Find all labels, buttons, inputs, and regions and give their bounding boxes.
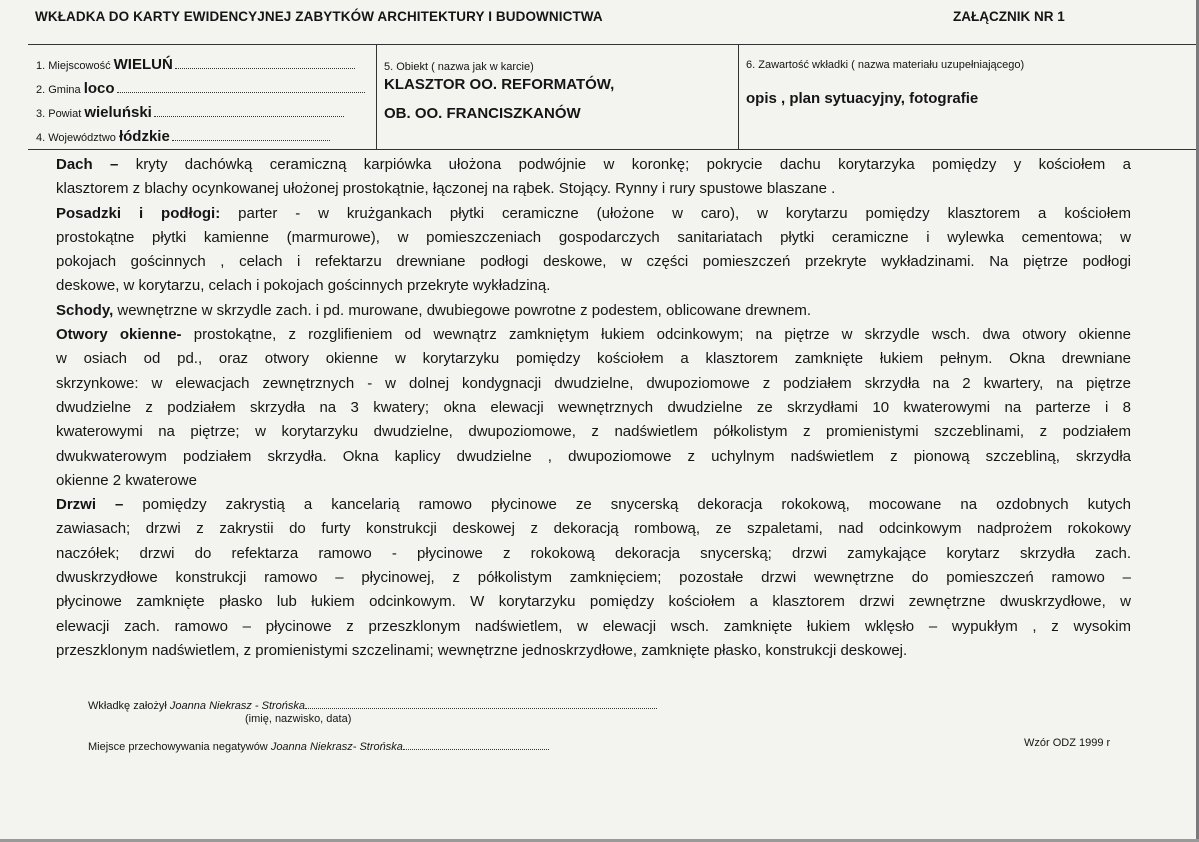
description-text: kryty dachówką ceramiczną karpiówka ułożona podwójnie w koronkę; pokrycie dachu korytarzyka pomiędzy y kościołem a	[118, 156, 1131, 173]
description-line	[56, 299, 1131, 323]
dotted-line	[172, 130, 330, 141]
description-line	[56, 323, 1131, 347]
description-line	[56, 542, 1131, 566]
negatives-location-line	[88, 740, 549, 753]
created-by-name: Joanna Niekrasz - Strońska	[169, 700, 306, 712]
section-heading: Schody,	[56, 301, 114, 319]
town-field	[36, 56, 355, 73]
form-pattern-label: Wzór ODZ 1999 r	[1024, 737, 1111, 749]
description-line	[56, 639, 1131, 663]
description-text: klasztorem z blachy ocynkowanej ułożonej prostokątnie, łączonej na rąbek. Stojący. Rynny i rury spustowe blaszane .	[56, 180, 836, 198]
form-title: WKŁADKA DO KARTY EWIDENCYJNEJ ZABYTKÓW ARCHITEKTURY I BUDOWNICTWA	[35, 9, 603, 24]
object-label: 5. Obiekt ( nazwa jak w karcie)	[384, 61, 534, 73]
description-line	[56, 469, 1131, 493]
description-line	[56, 202, 1131, 226]
created-by-hint: (imię, nazwisko, data)	[245, 713, 352, 725]
column-divider	[376, 45, 377, 149]
voivodeship-value: łódzkie	[118, 128, 170, 145]
description-text: prostokątne, z rozglifieniem od wewnątrz zamkniętym łukiem odcinkowym; na piętrze w skrzydle wsch. dwa otwory okienne	[181, 326, 1131, 344]
description-text: dwuskrzydłowe konstrukcji ramowo – płycinowej, z półkolistym zamknięciem; pozostałe drzwi wewnętrzne do pomieszczeń ramowo –	[56, 569, 1131, 587]
description-text: kwaterowymi na piętrze; w korytarzyku dwudzielne, dwupoziomowe, z nadświetlem półkolistym z promienistymi szczeblinami, z podziałem	[56, 423, 1131, 441]
object-name-line1: KLASZTOR OO. REFORMATÓW,	[384, 76, 615, 93]
description-line	[56, 226, 1131, 250]
created-by-line	[88, 699, 657, 712]
description-line	[56, 153, 1131, 177]
description-text: skrzynkowe: w elewacjach zewnętrznych - w dolnej kondygnacji dwudzielne, dwupoziomowe z podziałem skrzydła na 2 kwartery, na piętrze	[56, 374, 1131, 392]
description-text: przeszklonym nadświetlem, z promienistymi szczelinami; wewnętrzne jednoskrzydłowe, zamknięte płasko, konstrukcji deskowej.	[56, 641, 908, 659]
commune-value: loco	[83, 80, 115, 97]
description-line	[56, 566, 1131, 590]
column-divider	[738, 45, 739, 149]
description-line	[56, 274, 1131, 298]
commune-label: 2. Gmina	[36, 84, 81, 96]
identification-box	[28, 44, 1199, 150]
description-text: okienne 2 kwaterowe	[56, 471, 197, 489]
description-text: wewnętrzne w skrzydle zach. i pd. murowane, dwubiegowe powrotne z podestem, oblicowane drewnem.	[113, 301, 812, 319]
description-line	[56, 517, 1131, 541]
dotted-line	[175, 58, 355, 69]
negatives-label: Miejsce przechowywania negatywów	[88, 741, 268, 753]
annex-label: ZAŁĄCZNIK NR 1	[953, 9, 1065, 24]
description-line	[56, 615, 1131, 639]
dotted-line	[305, 699, 657, 709]
dotted-line	[403, 740, 549, 750]
county-field	[36, 104, 344, 121]
contents-label: 6. Zawartość wkładki ( nazwa materiału uzupełniającego)	[746, 59, 1025, 71]
town-value: WIELUŃ	[113, 56, 173, 73]
description-line	[56, 445, 1131, 469]
dotted-line	[117, 82, 365, 93]
description-body	[56, 153, 1131, 663]
description-line	[56, 250, 1131, 274]
negatives-name: Joanna Niekrasz- Strońska	[270, 741, 403, 753]
county-value: wieluński	[84, 104, 152, 121]
description-line	[56, 396, 1131, 420]
description-text: płycinowe zamknięte płasko lub łukiem odcinkowym. W korytarzyku pomiędzy kościołem a klasztorem drzwi zewnętrzne dwuskrzydłowe, w	[56, 593, 1131, 611]
description-text: pomiędzy zakrystią a kancelarią ramowo płycinowe ze snycerską dekoracja rokokową, mocowane na ozdobnych kutych	[123, 496, 1131, 514]
voivodeship-label: 4. Województwo	[36, 132, 116, 144]
description-text: deskowe, w korytarzu, celach i pokojach gościnnych przekryte wykładziną.	[56, 277, 551, 295]
section-heading: Dach –	[56, 156, 119, 173]
dotted-line	[154, 106, 344, 117]
object-name-line2: OB. OO. FRANCISZKANÓW	[384, 105, 581, 122]
description-text: parter - w krużgankach płytki ceramiczne (ułożone w caro), w korytarzu pomiędzy klasztorem a kościołem	[220, 204, 1132, 222]
description-text: w osiach od pd., oraz otwory okienne w korytarzyku pomiędzy kościołem a klasztorem zamknięte łukiem pełnym. Okna drewniane	[56, 350, 1131, 368]
description-line	[56, 177, 1131, 201]
county-label: 3. Powiat	[36, 108, 82, 120]
description-line	[56, 493, 1131, 517]
description-text: dwudzielne z podziałem skrzydła na 3 kwatery; okna elewacji wewnętrznych dwudzielne ze skrzydłami 10 kwaterowymi na parterze i 8	[56, 398, 1131, 416]
description-line	[56, 420, 1131, 444]
description-line	[56, 372, 1131, 396]
description-text: prostokątne płytki kamienne (marmurowe), w pomieszczeniach gospodarczych sanitariatach płytki ceramiczne i wylewka cementowa; w	[56, 228, 1131, 246]
section-heading: Otwory okienne-	[56, 326, 182, 344]
description-line	[56, 590, 1131, 614]
section-heading: Drzwi –	[56, 496, 124, 514]
section-heading: Posadzki i podłogi:	[56, 204, 221, 222]
contents-value: opis , plan sytuacyjny, fotografie	[746, 90, 979, 107]
description-text: zawiasach; drzwi z zakrystii do furty konstrukcji deskowej z dekoracją rombową, ze szpaletami, nad odcinkowym nadprożem rokokowy	[56, 520, 1131, 538]
description-line	[56, 347, 1131, 371]
created-by-label: Wkładkę założył	[88, 700, 167, 712]
description-text: naczółek; drzwi do refektarza ramowo - płycinowe z rokokową dekoracja snycerską; drzwi zamykające korytarz skrzydła zach.	[56, 544, 1131, 562]
description-text: elewacji zach. ramowo – płycinowe z przeszklonym nadświetlem, w elewacji wsch. zamknięte łukiem wklęsło – wypukłym , z wysokim	[56, 617, 1131, 635]
town-label: 1. Miejscowość	[36, 60, 111, 72]
voivodeship-field	[36, 128, 330, 145]
description-text: dwukwaterowym podziałem skrzydła. Okna kaplicy dwudzielne , dwupoziomowe z uchylnym nadświetlem z pionową szczebliną, skrzydła	[56, 447, 1131, 465]
commune-field	[36, 80, 365, 97]
description-text: pokojach gościnnych , celach i refektarzu drewniane podłogi deskowe, w części pomieszczeń przekryte wykładzinami. Na piętrze podłogi	[56, 253, 1131, 271]
